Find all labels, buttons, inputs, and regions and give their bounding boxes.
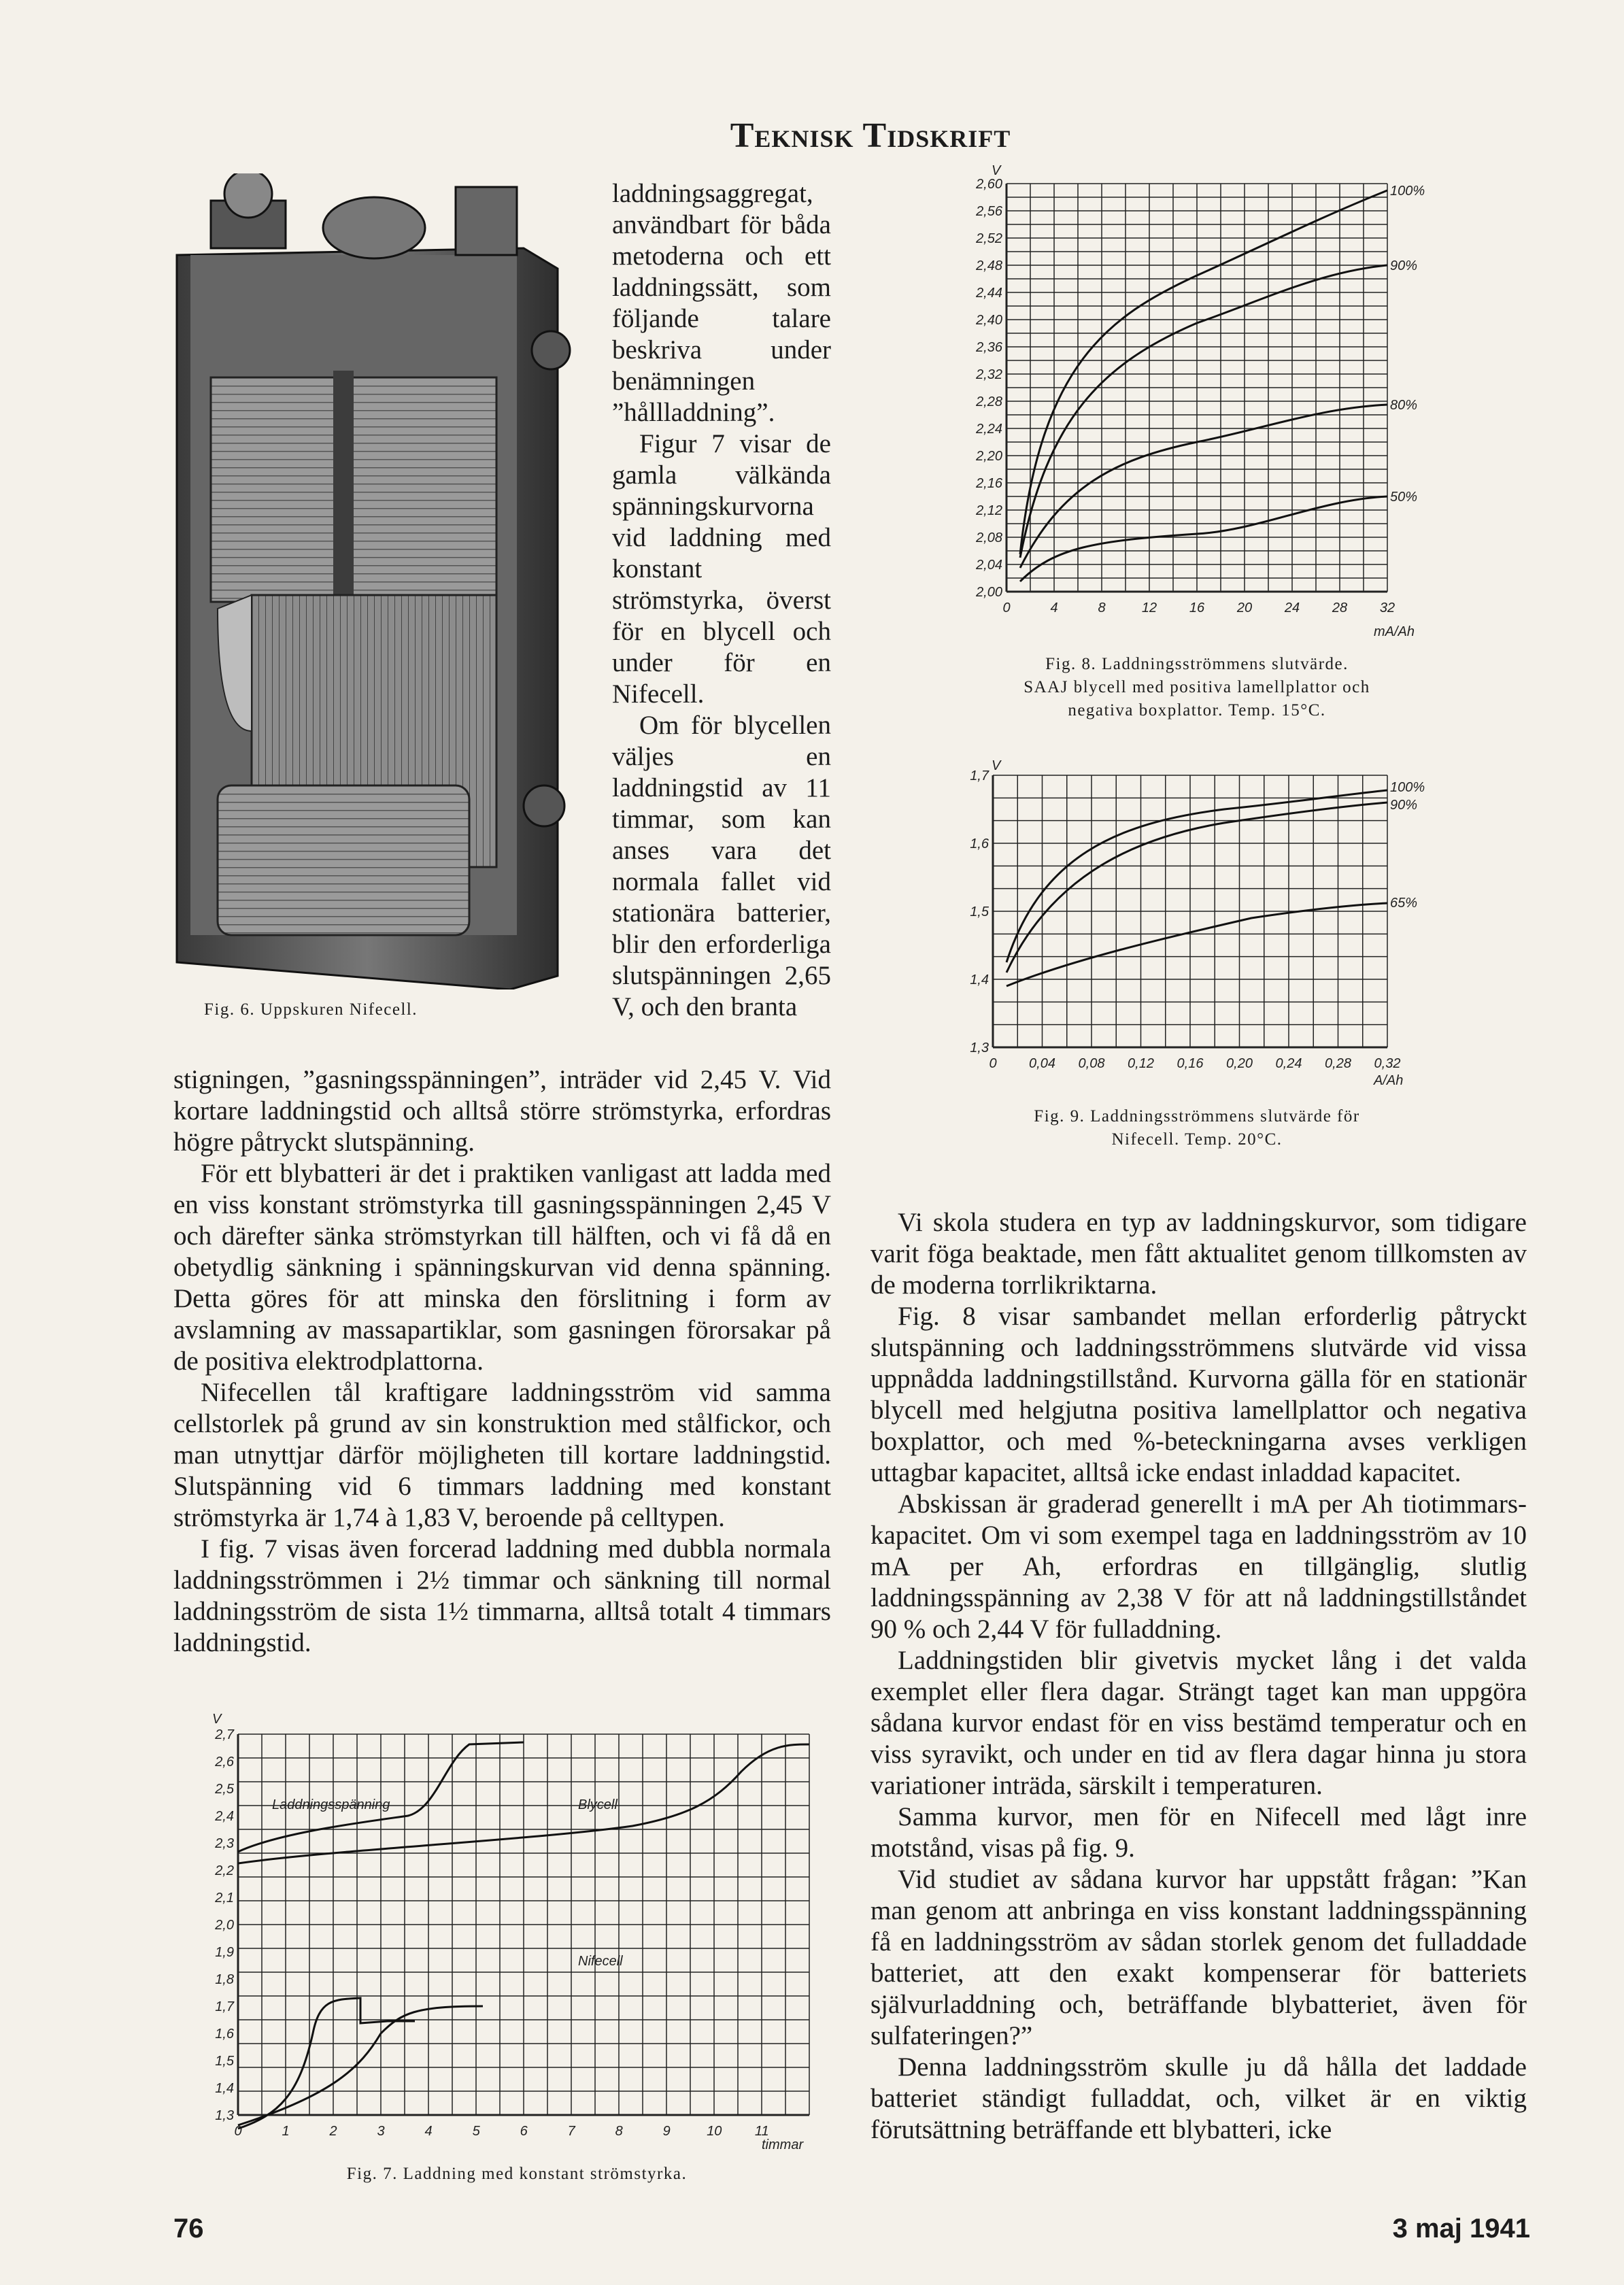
figure8-y-tick-label: 2,48 <box>976 258 1002 273</box>
figure7-x-tick-label: 4 <box>424 2124 433 2139</box>
figure9-chart <box>938 755 1442 1088</box>
paragraph: Fig. 8 visar sambandet mellan erforderlig påtryckt slutspänning och laddningsströmmens slutvärde vid vissa uppnådda laddningstillstånd. Kurvorna gälla för en stationär blycell med helgjutna positiva lamellplattor och negativa boxplattor, och med %-beteckningarna avses verkligen uttagbar kapacitet, alltså icke endast inladdad kapacitet. <box>870 1302 1527 1487</box>
figure7-x-tick-label: 0 <box>234 2124 242 2139</box>
paragraph: Vi skola studera en typ av laddningskurvor, som tidigare varit föga beaktade, men fått aktualitet genom tillkomsten av de moderna torrlikriktarna. <box>870 1208 1527 1300</box>
figure9-x-tick-label: 0,24 <box>1275 1056 1302 1071</box>
figure7-y-tick-label: 2,4 <box>215 1809 234 1824</box>
figure8-y-tick-label: 2,00 <box>976 585 1002 600</box>
figure8-x-unit: mA/Ah <box>1374 624 1415 639</box>
figure7-x-tick-label: 5 <box>472 2124 480 2139</box>
paragraph: Abskissan är graderad generellt i mA per Ah tiotimmars-kapacitet. Om vi som exempel taga en laddningsström av 10 mA per Ah, erfordras en tillgänglig, slutlig laddningsspänning av 2,38 V för att nå laddningstillståndet 90 % och 2,44 V för fulladdning. <box>870 1489 1527 1644</box>
figure8-caption-line: negativa boxplattor. Temp. 15°C. <box>1068 701 1326 720</box>
figure8-label-90: 90% <box>1390 258 1418 273</box>
figure9-y-tick-label: 1,5 <box>970 904 989 919</box>
figure9-y-tick-label: 1,3 <box>970 1040 989 1055</box>
paragraph: Nifecellen tål kraftigare laddningsström vid samma cellstorlek på grund av sin konstruktion med stålfickor, och man utnyttjar därför möjligheten till kortare laddningstid. Slutspänning vid 6 timmars laddning med konstant strömstyrka är 1,74 à 1,83 V, beroende på celltypen. <box>173 1378 831 1532</box>
figure7-y-tick-label: 1,5 <box>215 2054 234 2069</box>
figure7-x-tick-label: 1 <box>282 2124 290 2139</box>
figure8-y-tick-label: 2,08 <box>976 530 1002 545</box>
figure9-caption <box>938 1105 1455 1151</box>
figure9-x-tick-label: 0 <box>989 1056 997 1071</box>
paragraph: Laddningstiden blir givetvis mycket lång i det valda exemplet eller flera dagar. Strängt taget kan man uppgöra sådana kurvor endast för en viss bestämd temperatur och en viss syravikt, och under en tid av flera dagar hinna ju stora variationer inträda, särskilt i temperaturen. <box>870 1646 1527 1800</box>
paragraph: Om för blycellen väljes en laddningstid av 11 timmar, som kan anses vara det normala fallet vid stationära batterier, blir den erforderliga slutspänningen 2,65 V, och den branta <box>612 711 831 1021</box>
paragraph: För ett blybatteri är det i praktiken vanligast att ladda med en viss konstant strömstyrka till gasningsspänningen 2,45 V och därefter sänka strömstyrkan till hälften, och vi få då en obetydlig sänkning i spänningskurvan vid denna spänning. Detta göres för att minska den förslitning i form av avslamning av massapartiklar, som gasningen förorsakar på de positiva elektrodplattorna. <box>173 1159 831 1376</box>
figure8-label-100: 100% <box>1390 184 1425 199</box>
figure8-x-tick-label: 0 <box>1002 600 1011 615</box>
figure8-x-tick-label: 28 <box>1332 600 1348 615</box>
figure8-x-tick-label: 20 <box>1236 600 1253 615</box>
figure7-y-tick-label: 1,7 <box>215 1999 234 2014</box>
figure9-x-tick-label: 0,32 <box>1374 1056 1401 1071</box>
figure8-y-tick-label: 2,60 <box>976 177 1002 192</box>
figure7-y-tick-label: 2,0 <box>215 1918 234 1933</box>
figure9-x-tick-label: 0,04 <box>1029 1056 1055 1071</box>
paragraph: Vid studiet av sådana kurvor har uppstått frågan: ”Kan man genom att anbringa en viss konstant laddningsspänning få en laddningsström av sådan storlek genom det fulladdade batteriet, att den exakt kompenserar för batteriets självurladdning och, beträffande blybatteriet, även för sulfateringen?” <box>870 1865 1527 2050</box>
figure8-curve-80pct <box>1020 405 1387 568</box>
right-column-text <box>870 1207 1527 2146</box>
figure7-label-nife: Nifecell <box>578 1954 623 1969</box>
figure7-x-unit: timmar <box>762 2137 804 2152</box>
figure9-label-65: 65% <box>1390 896 1418 911</box>
figure7-grid <box>238 1734 809 2115</box>
figure9-grid <box>993 775 1387 1047</box>
figure9-label-90: 90% <box>1390 798 1418 813</box>
figure7-y-tick-label: 2,2 <box>215 1863 234 1878</box>
issue-date: 3 maj 1941 <box>1392 2214 1530 2244</box>
figure8-curve-100pct <box>1020 190 1387 554</box>
figure7-x-tick-label: 11 <box>754 2124 769 2139</box>
figure8-y-unit: V <box>992 163 1001 178</box>
figure7-x-tick-label: 10 <box>707 2124 722 2139</box>
left-column-text <box>173 1064 831 1659</box>
figure7-x-tick-label: 9 <box>662 2124 671 2139</box>
figure8-y-tick-label: 2,52 <box>976 231 1002 246</box>
figure8-label-50: 50% <box>1390 490 1418 505</box>
figure8-y-tick-label: 2,12 <box>976 503 1002 518</box>
figure8-x-tick-label: 12 <box>1141 600 1157 615</box>
text-beside-fig6 <box>612 178 831 1023</box>
figure7-y-tick-label: 2,5 <box>215 1782 234 1797</box>
paragraph: Figur 7 visar de gamla välkända spänningskurvorna vid laddning med konstant strömstyrka, överst för en blycell och under för en Nifecell. <box>612 429 831 709</box>
figure8-x-tick-label: 24 <box>1284 600 1300 615</box>
paragraph: stigningen, ”gasningsspänningen”, inträder vid 2,45 V. Vid kortare laddningstid och alltså större strömstyrka, erfordras högre påtryckt slutspänning. <box>173 1065 831 1157</box>
figure8-y-tick-label: 2,16 <box>976 476 1002 491</box>
figure7-y-tick-label: 2,3 <box>215 1836 234 1851</box>
figure8-label-80: 80% <box>1390 398 1418 413</box>
figure9-label-100: 100% <box>1390 780 1425 795</box>
figure8-y-tick-label: 2,28 <box>976 394 1002 409</box>
figure7-x-tick-label: 6 <box>520 2124 528 2139</box>
figure7-x-tick-label: 7 <box>567 2124 575 2139</box>
figure7-label-charge-voltage: Laddningsspänning <box>272 1797 390 1812</box>
figure8-y-tick-label: 2,56 <box>976 204 1002 219</box>
figure8-y-tick-label: 2,20 <box>976 449 1002 464</box>
figure8-y-tick-label: 2,44 <box>976 286 1002 301</box>
figure8-curve-50pct <box>1020 496 1387 581</box>
figure8-y-tick-label: 2,40 <box>976 313 1002 328</box>
page-number: 76 <box>173 2214 204 2244</box>
figure8-x-tick-label: 4 <box>1050 600 1058 615</box>
figure8-x-tick-label: 16 <box>1189 600 1205 615</box>
nifecell-cutaway-illustration <box>170 173 578 989</box>
figure8-y-tick-label: 2,32 <box>976 367 1002 382</box>
figure9-x-unit: A/Ah <box>1374 1073 1404 1088</box>
paragraph: Denna laddningsström skulle ju då hålla det laddade batteriet ständigt fulladdat, och, vilket är en viktig förutsättning beträffande ett blybatteri, icke <box>870 2052 1527 2144</box>
figure8-x-tick-label: 8 <box>1098 600 1106 615</box>
figure8-x-tick-label: 32 <box>1379 600 1395 615</box>
figure9-x-tick-label: 0,28 <box>1325 1056 1351 1071</box>
figure9-y-tick-label: 1,6 <box>970 836 989 851</box>
figure7-x-tick-label: 3 <box>377 2124 385 2139</box>
figure7-y-tick-label: 1,6 <box>215 2027 234 2042</box>
paragraph: I fig. 7 visas även forcerad laddning med dubbla normala laddningsströmmen i 2½ timmar och sänkning till normal laddningsström de sista 1½ timmarna, alltså totalt 4 timmars laddningstid. <box>173 1534 831 1657</box>
figure8-y-tick-label: 2,36 <box>976 340 1002 355</box>
figure7-y-unit: V <box>212 1714 222 1727</box>
figure8-caption-line: Fig. 8. Laddningsströmmens slutvärde. <box>1045 655 1349 673</box>
figure9-x-tick-label: 0,08 <box>1078 1056 1105 1071</box>
paragraph: Samma kurvor, men för en Nifecell med lågt inre motstånd, visas på fig. 9. <box>870 1802 1527 1863</box>
figure7-y-tick-label: 1,9 <box>215 1945 234 1960</box>
figure7-y-tick-label: 2,7 <box>215 1727 234 1742</box>
figure7-y-tick-label: 2,6 <box>215 1755 234 1770</box>
figure7-x-tick-label: 8 <box>615 2124 623 2139</box>
journal-title: Teknisk Tidskrift <box>730 116 1011 155</box>
figure9-curve-65pct <box>1006 903 1387 986</box>
paragraph: laddningsaggregat, användbart för båda metoderna och ett laddningssätt, som följande talare beskriva under benämningen ”hållladdning”. <box>612 179 831 427</box>
figure8-chart <box>938 160 1442 656</box>
figure8-caption <box>938 653 1455 722</box>
figure7-y-tick-label: 1,3 <box>215 2108 234 2123</box>
figure7-y-tick-label: 1,8 <box>215 1972 234 1987</box>
figure9-curve-90pct <box>1006 802 1387 972</box>
figure8-y-tick-label: 2,04 <box>976 558 1002 573</box>
figure9-caption-line: Nifecell. Temp. 20°C. <box>1111 1130 1283 1149</box>
figure6-caption: Fig. 6. Uppskuren Nifecell. <box>204 1000 418 1019</box>
figure9-x-tick-label: 0,20 <box>1226 1056 1253 1071</box>
figure9-y-unit: V <box>992 758 1001 773</box>
figure7-label-lead: Blycell <box>578 1797 618 1812</box>
figure7-x-tick-label: 2 <box>329 2124 337 2139</box>
figure9-curve-100pct <box>1006 790 1387 962</box>
figure9-y-tick-label: 1,4 <box>970 972 989 987</box>
figure7-chart <box>197 1714 850 2163</box>
figure7-y-tick-label: 2,1 <box>215 1891 234 1906</box>
figure8-caption-line: SAAJ blycell med positiva lamellplattor och <box>1024 678 1370 696</box>
figure9-y-tick-label: 1,7 <box>970 768 989 783</box>
figure9-caption-line: Fig. 9. Laddningsströmmens slutvärde för <box>1034 1107 1360 1125</box>
figure7-caption: Fig. 7. Laddning med konstant strömstyrka. <box>346 2165 688 2183</box>
figure9-x-tick-label: 0,12 <box>1128 1056 1154 1071</box>
figure7-curve-nife-forced <box>238 1998 415 2129</box>
figure7-y-tick-label: 1,4 <box>215 2081 234 2096</box>
figure8-y-tick-label: 2,24 <box>976 422 1002 437</box>
figure9-x-tick-label: 0,16 <box>1177 1056 1204 1071</box>
